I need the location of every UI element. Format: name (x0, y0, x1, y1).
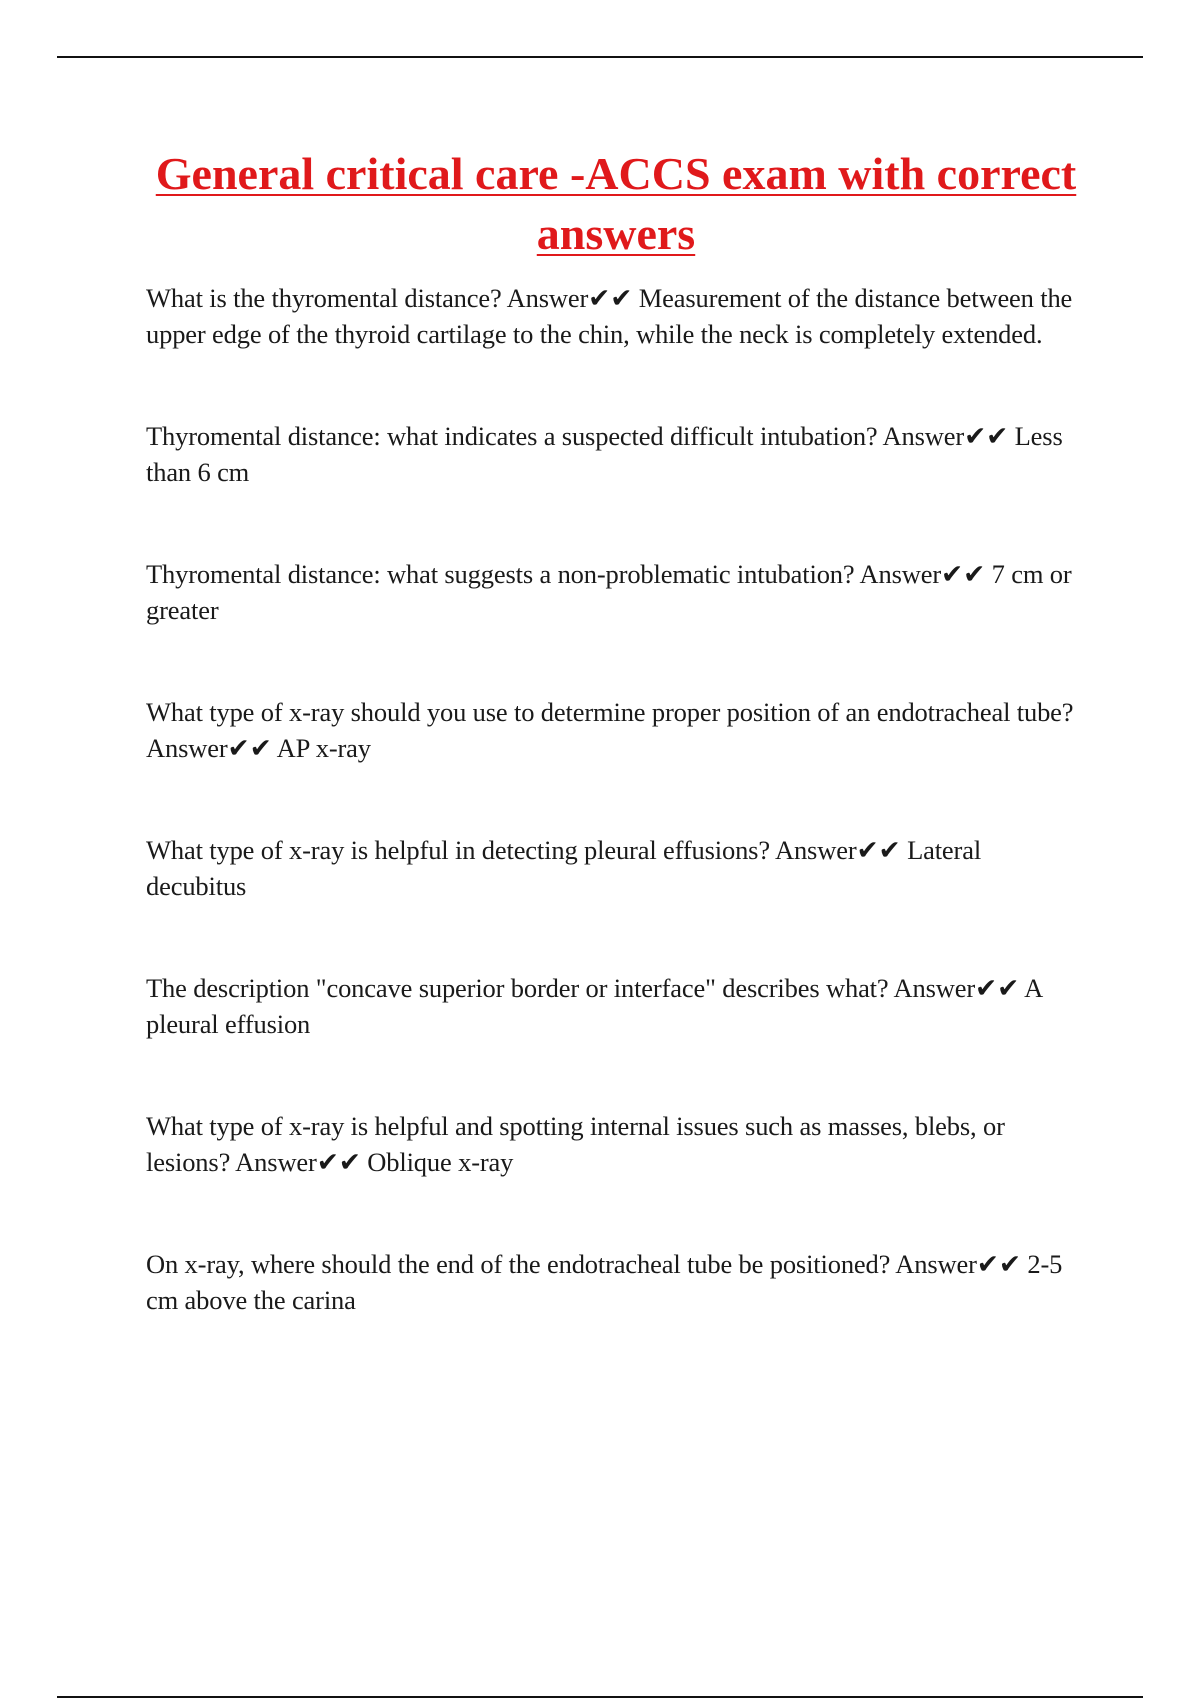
header-rule (57, 56, 1143, 58)
qa-item: Thyromental distance: what indicates a suspected difficult intubation? Answer✔✔ Less than 6 cm (146, 421, 1063, 487)
document-title: General critical care -ACCS exam with correct answers (155, 148, 1077, 259)
qa-list (146, 280, 1086, 1318)
qa-item: What type of x-ray is helpful in detecting pleural effusions? Answer✔✔ Lateral decubitus (146, 835, 982, 901)
qa-item: What is the thyromental distance? Answer✔✔ Measurement of the distance between the upper edge of the thyroid cartilage to the chin, while the neck is completely extended. (146, 283, 1073, 349)
qa-item: Thyromental distance: what suggests a non-problematic intubation? Answer✔✔ 7 cm or greater (146, 559, 1072, 625)
qa-item: What type of x-ray should you use to determine proper position of an endotracheal tube? Answer✔✔ AP x-ray (146, 697, 1074, 763)
qa-item: What type of x-ray is helpful and spotting internal issues such as masses, blebs, or lesions? Answer✔✔ Oblique x-ray (146, 1111, 1005, 1177)
footer-rule (57, 1696, 1143, 1698)
qa-item: On x-ray, where should the end of the endotracheal tube be positioned? Answer✔✔ 2-5 cm above the carina (146, 1249, 1063, 1315)
qa-item: The description "concave superior border or interface" describes what? Answer✔✔ A pleural effusion (146, 973, 1042, 1039)
